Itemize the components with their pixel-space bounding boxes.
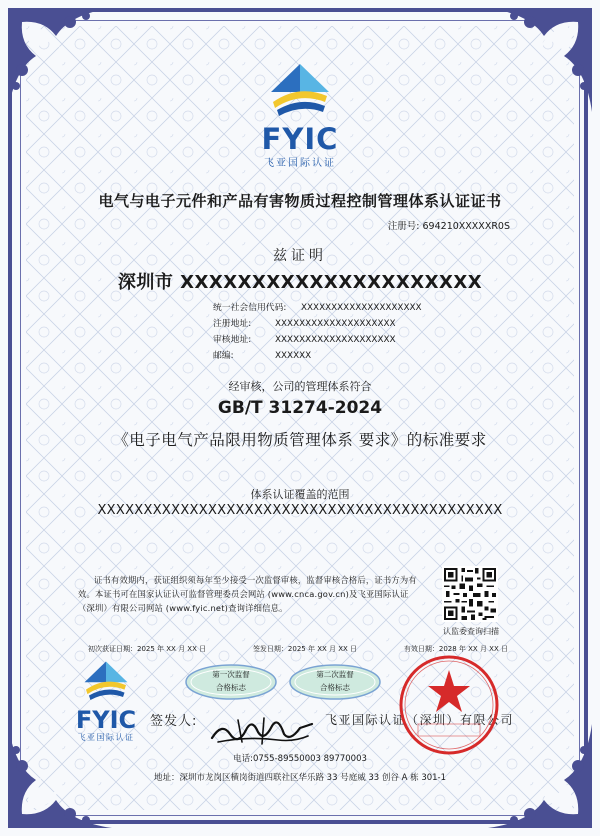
info-value: XXXXXXXXXXXXXXXXXXXX — [275, 319, 396, 329]
first-issue-date: 初次获证日期：2025 年 XX 月 XX 日 — [88, 645, 207, 653]
mark-line: 合格标志 — [320, 683, 350, 692]
mark-line: 第二次监督 — [316, 670, 354, 679]
contact-address: 地址：深圳市龙岗区横岗街道四联社区华乐路 33 号庭威 33 创谷 A 栋 301-1 — [153, 773, 447, 783]
mark-line: 第一次监督 — [212, 670, 250, 679]
info-label: 注册地址: — [213, 319, 252, 329]
standard-name: 《电子电气产品限用物质管理体系 要求》的标准要求 — [113, 431, 487, 449]
contact-phone: 电话:0755-89550003 89770003 — [233, 754, 367, 764]
standard-code: GB/T 31274-2024 — [217, 398, 383, 418]
company-name: 深圳市 XXXXXXXXXXXXXXXXXXXXX — [117, 272, 483, 293]
first-surveillance-mark — [184, 663, 278, 701]
info-row — [213, 348, 422, 364]
expiry-date: 有效日期：2028 年 XX 月 XX 日 — [403, 645, 508, 653]
compliance-text: 经审核，公司的管理体系符合 — [228, 380, 372, 393]
issuer-name: 飞亚国际认证（深圳）有限公司 — [325, 713, 515, 727]
info-row — [213, 332, 422, 348]
fyic-logo-small — [74, 660, 138, 743]
validity-notice: 证书有效期内，获证组织须每年至少接受一次监督审核，监督审核合格后，证书方为有效。本证书可在国家认证认可监督管理委员会网站 (www.cnca.gov.cn)及飞亚国际认证（深圳）有限公司网站 (www.fyic.net)查询详细信息。 — [78, 575, 417, 613]
info-label: 统一社会信用代码: — [213, 303, 287, 313]
info-row — [213, 316, 422, 332]
mark-line: 合格标志 — [216, 683, 246, 692]
fyic-logo-icon — [269, 62, 331, 116]
certificate-title: 电气与电子元件和产品有害物质过程控制管理体系认证证书 — [98, 192, 502, 210]
scope-text: XXXXXXXXXXXXXXXXXXXXXXXXXXXXXXXXXXXXXXXXXXXX — [97, 503, 503, 518]
signer-label: 签发人: — [150, 714, 198, 729]
info-row — [213, 300, 422, 316]
info-value: XXXXXXXXXXXXXXXXXXXX — [301, 303, 422, 313]
info-value: XXXXXXXXXXXXXXXXXXXX — [275, 335, 396, 345]
official-seal-icon — [398, 654, 500, 756]
brand-name: FYIC — [261, 122, 339, 156]
company-info — [213, 300, 422, 364]
second-surveillance-mark — [288, 663, 382, 701]
issue-date: 签发日期：2025 年 XX 月 XX 日 — [252, 645, 358, 653]
info-label: 审核地址: — [213, 335, 252, 345]
certify-label: 兹证明 — [273, 248, 327, 264]
registration-number — [388, 218, 510, 232]
fyic-logo — [256, 62, 344, 169]
signature-icon — [208, 712, 318, 748]
registration-label: 注册号: — [387, 221, 420, 232]
corner-ornament-icon — [480, 0, 600, 120]
registration-value: 694210XXXXXR0S — [422, 221, 510, 232]
qr-label: 认监委查询扫描 — [443, 627, 499, 636]
brand-name-cn: 飞亚国际认证 — [264, 158, 336, 169]
qr-code-icon[interactable] — [442, 566, 498, 622]
info-label: 邮编: — [213, 351, 234, 361]
brand-name: FYIC — [75, 706, 137, 734]
brand-name-cn: 飞亚国际认证 — [77, 733, 135, 742]
corner-ornament-icon — [0, 0, 120, 120]
info-value: XXXXXX — [275, 351, 312, 361]
certificate-dates — [88, 644, 508, 654]
fyic-logo-icon — [83, 660, 129, 700]
scope-heading: 体系认证覆盖的范围 — [250, 488, 350, 501]
